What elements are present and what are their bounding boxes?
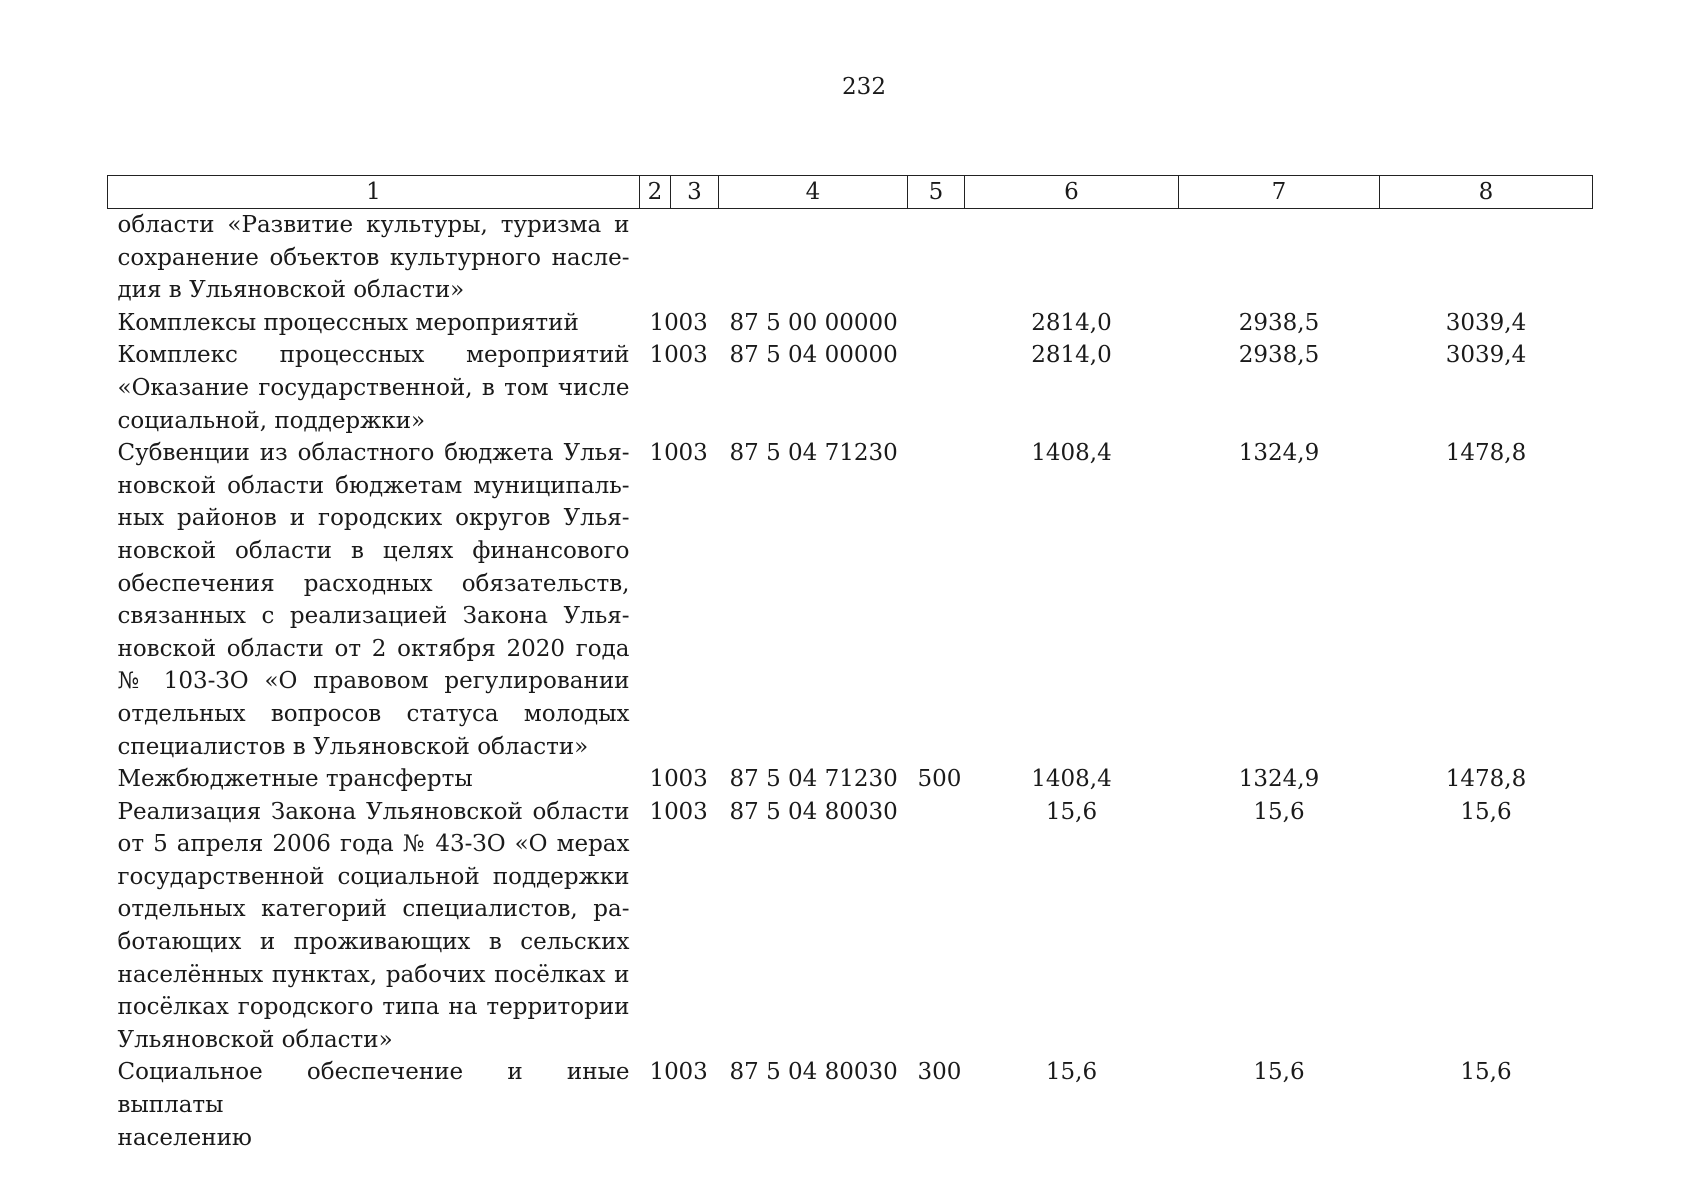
row-name-line: сохранение объектов культурного насле- [117,244,630,271]
row-name-line: № 103-ЗО «О правовом регулировании [117,668,630,695]
amount-year1-cell: 2814,0 [1031,309,1112,336]
row-name-line: государственной социальной поддержки [117,863,630,890]
header-col-1: 1 [108,176,640,209]
section-code-cell: 10 [649,309,679,336]
row-name-line: новской области бюджетам муниципаль- [117,472,630,499]
amount-year2-cell: 15,6 [1253,798,1305,825]
expense-type-cell [908,307,965,340]
section-code-cell: 10 [649,798,679,825]
header-row [108,176,1593,209]
row-name-line: новской области в целях финансового [117,537,630,564]
table-header [108,176,1593,209]
expense-type-cell [908,796,965,1057]
table-body [108,209,1593,1155]
amount-year1-cell: 15,6 [1045,1059,1098,1086]
header-col-2: 2 [640,176,671,209]
target-article-cell: 87 5 04 71230 [729,766,898,793]
amount-year2-cell [1179,209,1380,307]
table-row [108,209,1593,307]
row-name-line: населённых пунктах, рабочих посёлках и [117,961,630,988]
subsection-code-cell: 03 [678,440,708,467]
row-name-line: Субвенции из областного бюджета Улья- [117,440,630,467]
row-name-line: Комплекс процессных мероприятий [117,342,630,369]
subsection-code-cell: 03 [678,1059,708,1086]
expense-type-cell [908,437,965,763]
amount-year1-cell: 15,6 [1045,798,1098,825]
amount-year3-cell: 15,6 [1460,1059,1512,1086]
expense-type-cell [908,209,965,307]
subsection-code-cell: 03 [678,309,708,336]
row-name-cell [108,796,640,1057]
target-article-cell: 87 5 04 00000 [729,342,898,369]
table-row [108,339,1593,437]
amount-year3-cell: 3039,4 [1445,342,1527,369]
row-name-cell [108,1056,640,1154]
row-name-line: Ульяновской области» [117,1026,393,1053]
section-code-cell: 10 [649,440,679,467]
row-name-line: Реализация Закона Ульяновской области [117,798,630,825]
row-name-line: ных районов и городских округов Улья- [117,505,630,532]
row-name-line: дия в Ульяновской области» [117,277,465,304]
table-row [108,1056,1593,1154]
row-name-cell [108,307,640,340]
amount-year3-cell: 1478,8 [1445,766,1527,793]
amount-year1-cell: 1408,4 [1031,766,1112,793]
row-name-line: Межбюджетные трансферты [117,766,473,793]
subsection-code-cell: 03 [678,766,708,793]
section-code-cell: 10 [649,766,679,793]
header-col-3: 3 [671,176,719,209]
expense-type-cell: 300 [917,1059,962,1086]
row-name-cell [108,209,640,307]
header-col-7: 7 [1179,176,1380,209]
amount-year2-cell: 2938,5 [1238,309,1320,336]
amount-year3-cell [1380,209,1593,307]
amount-year1-cell: 1408,4 [1031,440,1112,467]
table-row [108,796,1593,1057]
row-name-line: отдельных вопросов статуса молодых [117,700,630,727]
row-name-line: отдельных категорий специалистов, ра- [117,896,630,923]
row-name-line: посёлках городского типа на территории [117,994,630,1021]
subsection-code-cell [671,209,719,307]
row-name-line: области «Развитие культуры, туризма и [117,212,630,238]
row-name-line: специалистов в Ульяновской области» [117,733,589,760]
row-name-cell [108,763,640,796]
amount-year2-cell: 15,6 [1253,1059,1305,1086]
amount-year3-cell: 15,6 [1460,798,1512,825]
row-name-line: Социальное обеспечение и иные выплаты [117,1059,630,1119]
row-name-line: новской области от 2 октября 2020 года [117,635,630,662]
section-code-cell: 10 [649,342,679,369]
target-article-cell [719,209,908,307]
amount-year3-cell: 1478,8 [1445,440,1527,467]
target-article-cell: 87 5 04 71230 [729,440,898,467]
expense-type-cell: 500 [917,766,962,793]
table-row [108,763,1593,796]
amount-year3-cell: 3039,4 [1445,309,1527,336]
target-article-cell: 87 5 04 80030 [729,798,898,825]
subsection-code-cell: 03 [678,798,708,825]
amount-year1-cell [965,209,1179,307]
target-article-cell: 87 5 00 00000 [729,309,898,336]
header-col-5: 5 [908,176,965,209]
table-row [108,437,1593,763]
subsection-code-cell: 03 [678,342,708,369]
row-name-line: обеспечения расходных обязательств, [117,570,630,597]
page-number: 232 [842,74,886,100]
row-name-cell [108,437,640,763]
budget-table [107,175,1593,1154]
table-row [108,307,1593,340]
row-name-cell [108,339,640,437]
header-col-6: 6 [965,176,1179,209]
target-article-cell: 87 5 04 80030 [729,1059,898,1086]
amount-year2-cell: 1324,9 [1238,440,1320,467]
amount-year2-cell: 1324,9 [1238,766,1320,793]
row-name-line: населению [117,1124,252,1151]
row-name-line: социальной, поддержки» [117,407,426,434]
header-col-4: 4 [719,176,908,209]
header-col-8: 8 [1380,176,1593,209]
amount-year2-cell: 2938,5 [1238,342,1320,369]
amount-year1-cell: 2814,0 [1031,342,1112,369]
section-code-cell [640,209,671,307]
row-name-line: от 5 апреля 2006 года № 43-ЗО «О мерах [117,831,630,858]
row-name-line: ботающих и проживающих в сельских [117,929,630,956]
section-code-cell: 10 [649,1059,679,1086]
row-name-line: «Оказание государственной, в том числе [117,374,630,401]
row-name-line: Комплексы процессных мероприятий [117,309,579,336]
row-name-line: связанных с реализацией Закона Улья- [117,603,630,630]
expense-type-cell [908,339,965,437]
